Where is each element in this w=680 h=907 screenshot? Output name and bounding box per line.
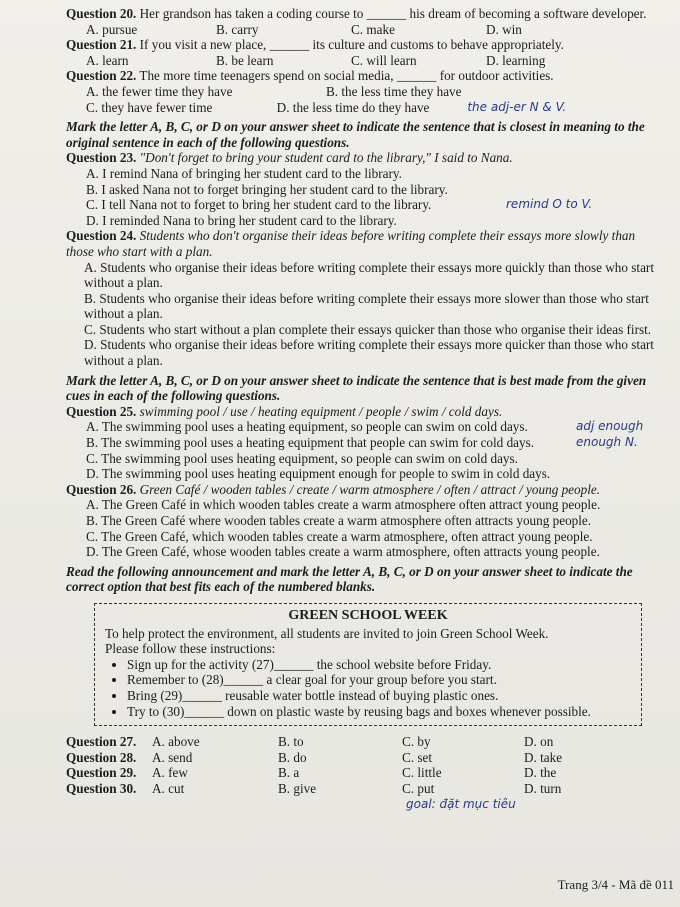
question-24 (66, 228, 658, 259)
announcement-please: Please follow these instructions: (105, 641, 276, 657)
answer-row-29 (66, 765, 658, 781)
question-label: Question 30. (66, 780, 137, 796)
option-b: B. be learn (216, 52, 274, 68)
option-d: D. the (524, 765, 557, 781)
question-stem: "Don't forget to bring your student card to the library," I said to Nana. (139, 150, 513, 166)
option-b: B. Students who organise their ideas before writing complete their essays more slower than those who start without a plan. (84, 290, 649, 322)
option-c: C. put (402, 780, 435, 796)
option-b: B. the less time they have (326, 83, 462, 99)
question-label: Question 21. (66, 37, 137, 53)
list-item: • Remember to (28)______ a clear goal for your group before you start. (127, 672, 631, 688)
question-stem: Green Café / wooden tables / create / warm atmosphere / often / attract / young people. (139, 481, 601, 497)
announcement-title: GREEN SCHOOL WEEK (288, 607, 448, 623)
option-a: A. pursue (86, 21, 138, 37)
instruction-list (105, 657, 631, 719)
question-label: Question 27. (66, 734, 137, 750)
section-instruction: Mark the letter A, B, C, or D on your answer sheet to indicate the sentence that is closest in meaning to the original sentence in each of the following questions. (66, 119, 645, 150)
option-b: B. give (278, 780, 317, 796)
question-25 (66, 404, 658, 420)
question-label: Question 22. (66, 68, 137, 84)
handwritten-note: the adj-er N & V. (467, 99, 567, 114)
option-d: D. win (486, 21, 522, 37)
option-c: C. make (351, 21, 395, 37)
option-c-row (86, 197, 658, 213)
question-22 (66, 68, 658, 84)
option-d: D. Students who organise their ideas before writing complete their essays more quicker than those who start without a plan. (84, 337, 654, 369)
question-25-options (66, 419, 658, 481)
question-stem: Her grandson has taken a coding course to ______ his dream of becoming a software developer. (139, 6, 647, 21)
page-footer: Trang 3/4 - Mã đề 011 (557, 877, 674, 893)
question-26-options (66, 497, 658, 559)
question-stem: swimming pool / use / heating equipment / people / swim / cold days. (139, 403, 503, 419)
handwritten-note: enough N. (576, 435, 638, 450)
option-a: A. I remind Nana of bringing her student card to the library. (86, 165, 402, 181)
option-c: C. The Green Café, which wooden tables create a warm atmosphere, often attract young people. (86, 528, 593, 544)
question-label: Question 26. (66, 481, 137, 497)
answer-row-30 (66, 781, 658, 797)
option-d: D. take (524, 749, 563, 765)
list-item: • Sign up for the activity (27)______ the school website before Friday. (127, 657, 631, 673)
question-26 (66, 482, 658, 498)
question-21-options (66, 53, 658, 69)
question-23-options (66, 166, 658, 228)
option-b: B. carry (216, 21, 259, 37)
option-d: D. learning (486, 52, 546, 68)
option-b: B. a (278, 765, 300, 781)
option-a: A. above (152, 734, 200, 750)
list-item: • Try to (30)______ down on plastic waste by reusing bags and boxes whenever possible. (127, 704, 631, 720)
question-label: Question 24. (66, 228, 137, 244)
list-item: • Bring (29)______ reusable water bottle instead of buying plastic ones. (127, 688, 631, 704)
option-c: C. by (402, 734, 431, 750)
question-label: Question 23. (66, 150, 137, 166)
option-c: C. I tell Nana not to forget to bring her student card to the library. (86, 197, 432, 213)
option-b: B. The Green Café where wooden tables create a warm atmosphere often attracts young people. (86, 513, 592, 528)
option-d: D. The swimming pool uses heating equipment enough for people to swim in cold days. (86, 466, 551, 482)
question-label: Question 20. (66, 6, 137, 21)
option-b-row (86, 435, 658, 451)
question-21 (66, 37, 658, 53)
option-a: A. The swimming pool uses a heating equipment, so people can swim on cold days. (86, 419, 528, 435)
option-a: A. learn (86, 52, 129, 68)
question-24-options (66, 260, 658, 369)
question-label: Question 28. (66, 749, 137, 765)
answer-options-table (66, 734, 658, 812)
question-stem: Students who don't organise their ideas before writing complete their essays more slowly than those who start with a plan. (66, 228, 636, 259)
option-c: C. little (402, 765, 442, 781)
question-20 (66, 6, 658, 22)
question-label: Question 29. (66, 765, 137, 781)
option-c: C. Students who start without a plan complete their essays quicker than those who organise their ideas first. (84, 321, 652, 337)
handwritten-note: adj enough (576, 419, 644, 434)
option-c: C. they have fewer time (86, 99, 213, 115)
answer-row-28 (66, 750, 658, 766)
option-c: C. will learn (351, 52, 417, 68)
option-a: A. Students who organise their ideas before writing complete their essays more quickly than those who start without a plan. (84, 259, 654, 291)
question-22-options-row2 (66, 100, 658, 116)
option-a: A. few (152, 765, 188, 781)
question-stem: If you visit a new place, ______ its culture and customs to behave appropriately. (139, 37, 564, 53)
option-b: B. to (278, 734, 304, 750)
option-b: B. The swimming pool uses a heating equipment that people can swim for cold days. (86, 435, 535, 451)
handwritten-note: remind O to V. (506, 197, 593, 212)
option-a: A. The Green Café in which wooden tables create a warm atmosphere often attract young people. (86, 497, 601, 513)
option-d: D. The Green Café, whose wooden tables create a warm atmosphere, often attracts young people. (86, 544, 600, 560)
option-c: C. The swimming pool uses heating equipment, so people can swim on cold days. (86, 450, 518, 466)
option-c: C. set (402, 749, 433, 765)
option-b: B. I asked Nana not to forget bringing her student card to the library. (86, 181, 448, 197)
option-d: D. I reminded Nana to bring her student card to the library. (86, 212, 397, 228)
question-stem: The more time teenagers spend on social media, ______ for outdoor activities. (139, 68, 554, 84)
section-instruction: Read the following announcement and mark the letter A, B, C, or D on your answer sheet to indicate the correct option that best fits each of the numbered blanks. (66, 563, 633, 595)
option-b: B. do (278, 749, 307, 765)
option-a: A. send (152, 749, 193, 765)
question-22-options-row1 (66, 84, 658, 100)
option-a-row (86, 419, 658, 435)
question-23 (66, 150, 658, 166)
announcement-box (94, 603, 642, 726)
question-label: Question 25. (66, 403, 137, 419)
section-instruction: Mark the letter A, B, C, or D on your answer sheet to indicate the sentence that is best made from the given cues in each of the following questions. (66, 372, 647, 404)
option-a: A. the fewer time they have (86, 83, 233, 99)
answer-row-27 (66, 734, 658, 750)
question-20-options (66, 22, 658, 38)
announcement-intro: To help protect the environment, all students are invited to join Green School Week. (105, 625, 549, 641)
option-d: D. the less time do they have (276, 99, 430, 115)
option-a: A. cut (152, 780, 185, 796)
handwritten-note: goal: đặt mục tiêu (406, 796, 516, 811)
option-d: D. turn (524, 780, 562, 796)
option-d: D. on (524, 734, 554, 750)
